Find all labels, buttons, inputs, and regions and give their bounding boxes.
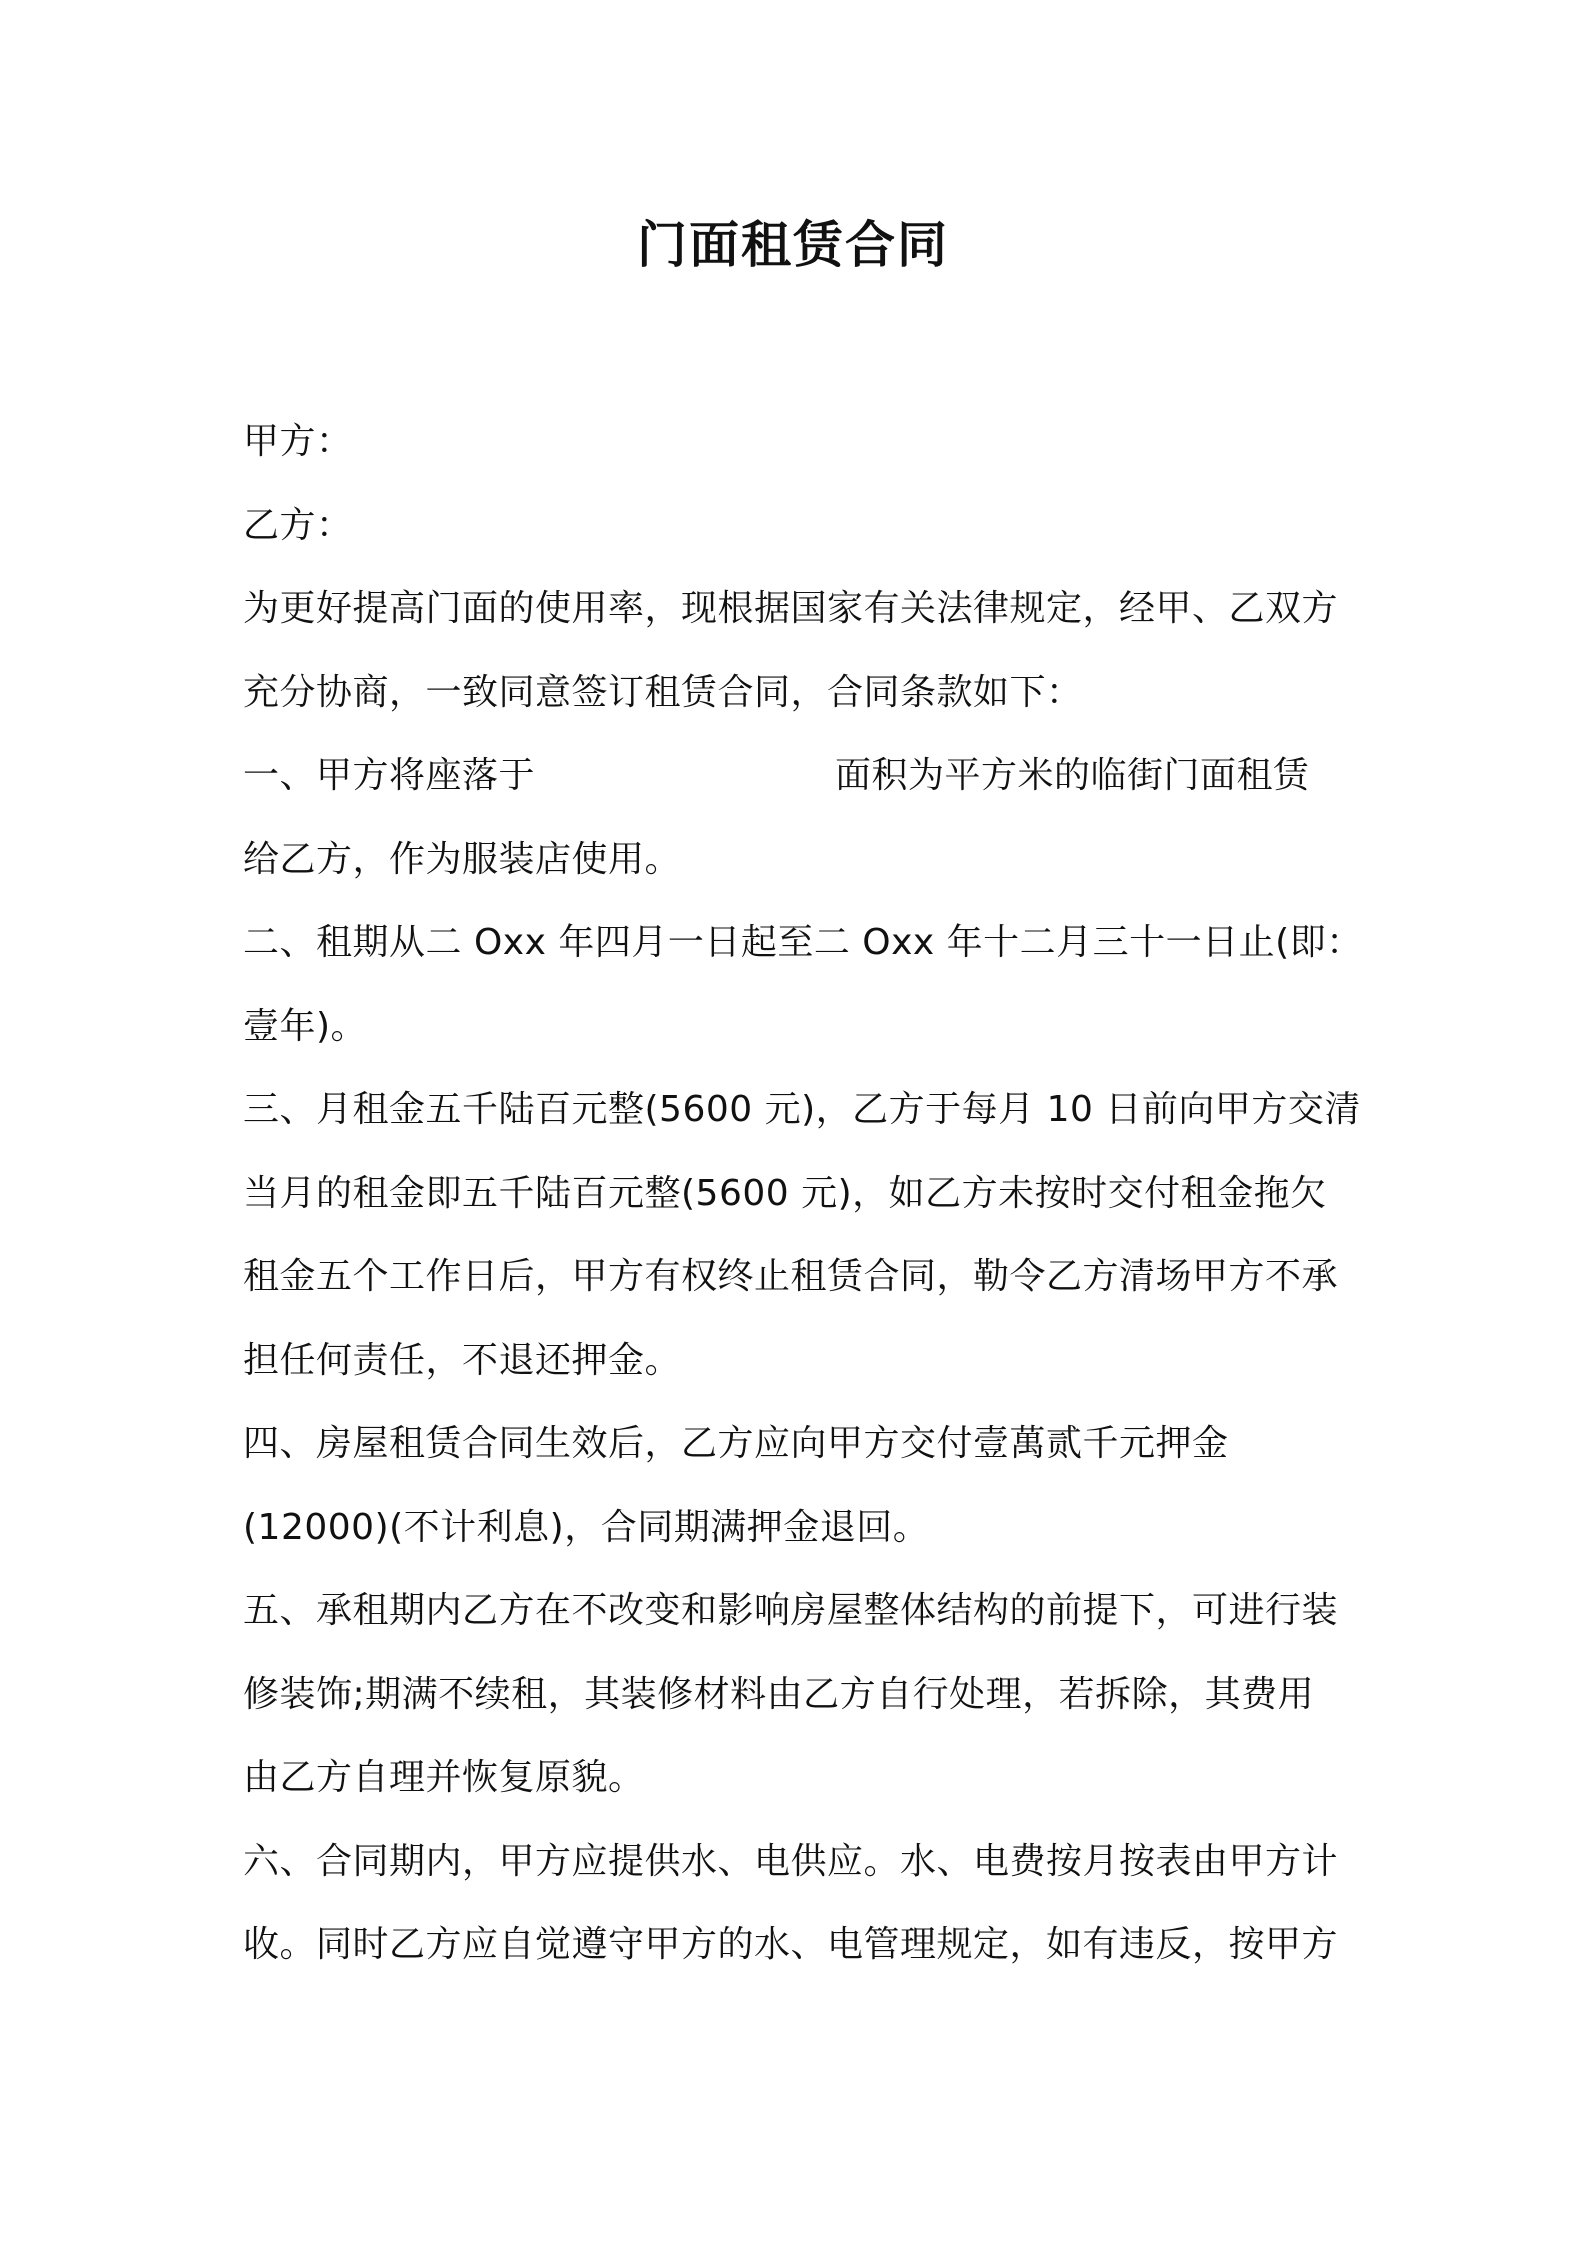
clause-5-line: 修装饰;期满不续租，其装修材料由乙方自行处理，若拆除，其费用 [243,1673,1315,1715]
clause-6-line: 六、合同期内，甲方应提供水、电供应。水、电费按月按表由甲方计 [243,1840,1339,1882]
party-b-line: 乙方： [243,504,353,546]
clause-5-line: 由乙方自理并恢复原貌。 [243,1757,645,1798]
clause-6-line: 收。同时乙方应自觉遵守甲方的水、电管理规定，如有违反，按甲方 [243,1924,1339,1965]
clause-1-line [243,734,1355,818]
clause-3-line: 租金五个工作日后，甲方有权终止租赁合同，勒令乙方清场甲方不承 [243,1256,1339,1297]
clause-2-line: 二、租期从二 Oxx 年四月一日起至二 Oxx 年十二月三十一日止(即： [243,922,1363,963]
clause-5-line: 五、承租期内乙方在不改变和影响房屋整体结构的前提下，可进行装 [243,1590,1339,1631]
intro-line: 充分协商，一致同意签订租赁合同，合同条款如下： [243,671,1083,713]
clause-3-line: 三、月租金五千陆百元整(5600 元)，乙方于每月 10 日前向甲方交清 [243,1089,1361,1130]
document-title: 门面租赁合同 [637,216,949,274]
clause-4-line: (12000)(不计利息)，合同期满押金退回。 [243,1506,930,1548]
clause-4-line: 四、房屋租赁合同生效后，乙方应向甲方交付壹萬贰千元押金 [243,1423,1229,1464]
clause-2-line: 壹年)。 [243,1005,368,1047]
clause-1-line: 给乙方，作为服装店使用。 [243,838,682,880]
clause-3-line: 担任何责任，不退还押金。 [243,1339,682,1381]
clause-3-line: 当月的租金即五千陆百元整(5600 元)，如乙方未按时交付租金拖欠 [243,1172,1327,1214]
clause-1-area-text: 面积为平方米的临街门面租赁 [835,755,1310,796]
document-body [243,400,1363,1987]
party-a-line: 甲方： [243,421,353,462]
clause-1-location-label: 一、甲方将座落于 [243,755,536,796]
intro-line: 为更好提高门面的使用率，现根据国家有关法律规定，经甲、乙双方 [243,588,1339,629]
